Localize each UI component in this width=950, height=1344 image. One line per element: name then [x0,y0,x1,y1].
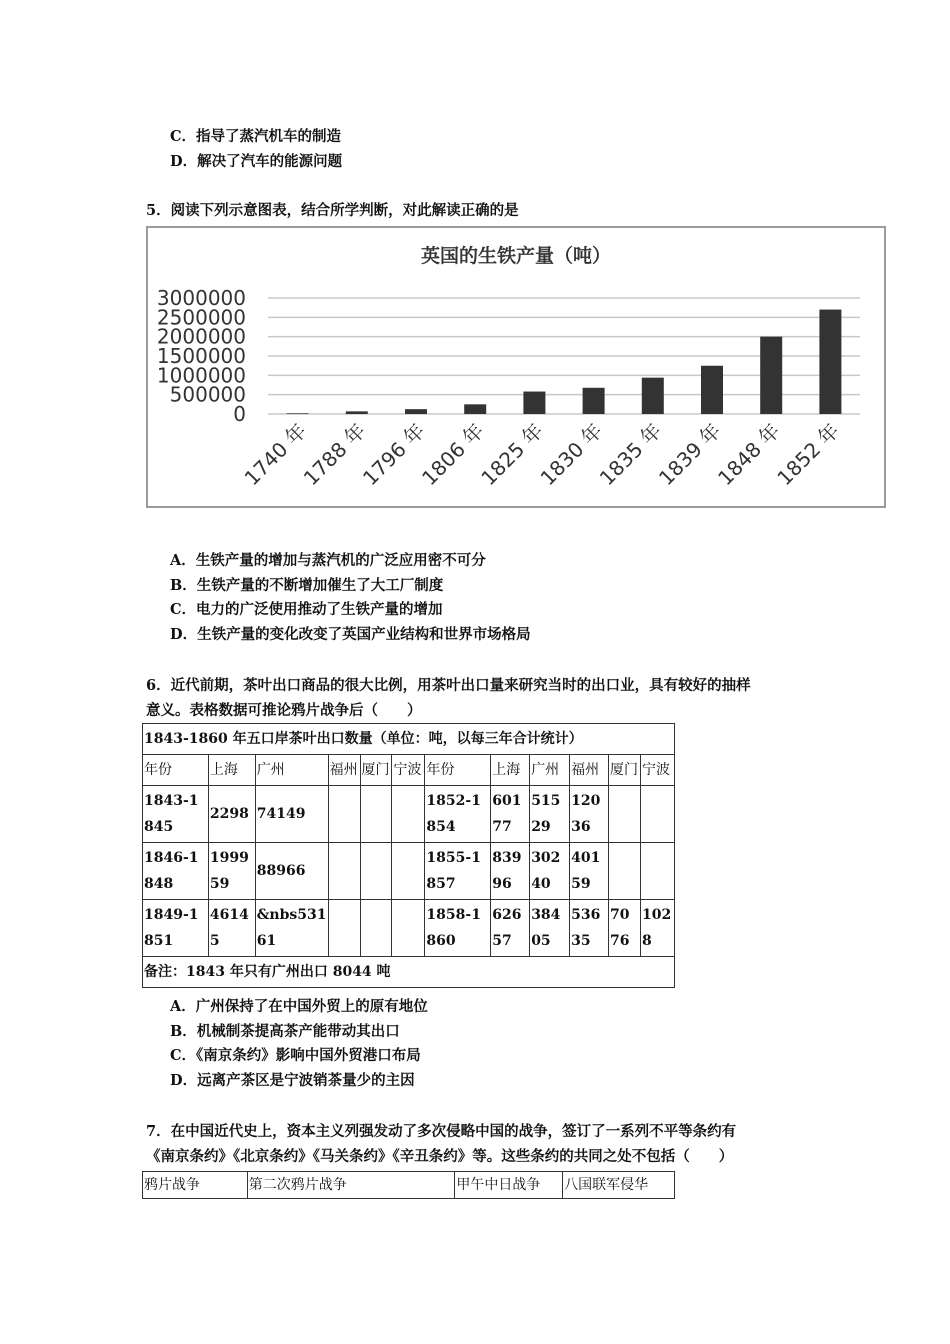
table-cell [360,900,392,957]
y-tick-label: 500000 [169,382,246,407]
x-tick-label: 1848 年 [713,418,785,491]
x-tick-label: 1825 年 [476,418,548,491]
table-cell [640,843,674,900]
table-cell: 鸦片战争 [143,1172,248,1199]
q4-option-d: D．解决了汽车的能源问题 [170,153,343,170]
chart-y-ticks [157,286,246,426]
chart-bar [346,411,368,414]
x-tick-label: 1740 年 [239,418,312,491]
q6-stem-line2: 意义。表格数据可推论鸦片战争后（ ） [146,702,422,719]
chart-bar [405,409,427,414]
x-tick-label: 1835 年 [594,418,667,491]
table-cell: 1855-1857 [425,843,491,900]
table-cell: 八国联军侵华 [563,1172,675,1199]
table-row [143,1172,675,1199]
table-cell: 7076 [609,900,641,957]
chart-bar [642,378,664,414]
table-cell [328,843,360,900]
table-cell: 30240 [530,843,570,900]
table-cell: 第二次鸦片战争 [247,1172,455,1199]
header-shanghai: 上海 [208,755,255,786]
header-xiamen: 厦门 [360,755,392,786]
table-cell [360,786,392,843]
table-row [143,786,675,843]
q7-stem-line1: 7．在中国近代史上，资本主义列强发动了多次侵略中国的战争，签订了一系列不平等条约有 [146,1123,737,1140]
y-tick-label: 1500000 [156,344,246,368]
q5-option-c: C．电力的广泛使用推动了生铁产量的增加 [170,601,443,618]
chart-bar [287,413,309,414]
table-row [143,900,675,957]
table-cell: 甲午中日战争 [455,1172,563,1199]
q5-option-d: D．生铁产量的变化改变了英国产业结构和世界市场格局 [170,626,531,643]
q6-option-c: C．《南京条约》影响中国外贸港口布局 [170,1047,421,1064]
header-guangzhou: 广州 [255,755,328,786]
table-cell [328,786,360,843]
table-cell [360,843,392,900]
y-tick-label: 1000000 [156,363,246,388]
q5-stem: 5．阅读下列示意图表，结合所学判断，对此解读正确的是 [146,202,519,219]
q4-option-c: C．指导了蒸汽机车的制造 [170,128,342,145]
q6-option-a: A．广州保持了在中国外贸上的原有地位 [170,998,428,1015]
tea-export-table [142,723,675,988]
q7-stem-line2: 《南京条约》《北京条约》《马关条约》《辛丑条约》等。这些条约的共同之处不包括（ ） [146,1148,734,1165]
table-cell: 1858-1860 [425,900,491,957]
q6-option-b: B．机械制茶提高茶产能带动其出口 [170,1023,400,1040]
header-fuzhou: 福州 [328,755,360,786]
y-tick-label: 0 [233,402,246,426]
chart-bar [819,310,841,414]
table-cell [392,786,425,843]
table-cell: 60177 [491,786,530,843]
chart-bar [760,337,782,414]
table-cell: 1846-1848 [143,843,209,900]
table-cell: 1849-1851 [143,900,209,957]
x-tick-label: 1852 年 [772,418,844,491]
x-tick-label: 1806 年 [417,418,489,491]
table-cell: 53635 [570,900,609,957]
tea-table-note: 备注：1843 年只有广州出口 8044 吨 [143,957,675,988]
table-cell: &nbs53161 [255,900,328,957]
table-cell: 74149 [255,786,328,843]
chart-bar [583,388,605,414]
q6-stem-line1: 6．近代前期，茶叶出口商品的很大比例，用茶叶出口量来研究当时的出口业，具有较好的抽样 [146,677,751,694]
q5-option-a: A．生铁产量的增加与蒸汽机的广泛应用密不可分 [170,552,486,569]
header-year: 年份 [143,755,209,786]
chart-bar [701,366,723,414]
y-tick-label: 2500000 [156,305,246,330]
table-cell: 38405 [530,900,570,957]
table-cell: 46145 [208,900,255,957]
y-tick-label: 2000000 [156,324,246,349]
table-cell [640,786,674,843]
table-cell: 1852-1854 [425,786,491,843]
iron-output-chart [146,226,886,508]
table-row [143,843,675,900]
header-ningbo-2: 宁波 [640,755,674,786]
table-cell: 62657 [491,900,530,957]
y-tick-label: 3000000 [156,286,246,310]
x-tick-label: 1839 年 [653,418,726,491]
tea-table-header-row [143,755,675,786]
q5-option-b: B．生铁产量的不断增加催生了大工厂制度 [170,577,444,594]
chart-svg [148,228,884,506]
table-cell [609,843,641,900]
chart-title: 英国的生铁产量（吨） [420,245,612,267]
wars-table [142,1171,675,1199]
table-cell [328,900,360,957]
table-cell [609,786,641,843]
header-xiamen-2: 厦门 [609,755,641,786]
header-fuzhou-2: 福州 [570,755,609,786]
table-cell [392,900,425,957]
header-ningbo: 宁波 [392,755,425,786]
chart-bar [523,392,545,414]
table-cell: 2298 [208,786,255,843]
header-shanghai-2: 上海 [491,755,530,786]
x-tick-label: 1796 年 [357,418,430,491]
table-cell: 40159 [570,843,609,900]
q6-option-d: D．远离产茶区是宁波销茶量少的主因 [170,1072,415,1089]
x-tick-label: 1830 年 [535,418,608,491]
chart-bars [287,310,842,414]
table-cell [392,843,425,900]
x-tick-label: 1788 年 [298,418,371,491]
table-cell: 51529 [530,786,570,843]
chart-bar [464,404,486,414]
table-cell: 1028 [640,900,674,957]
table-cell: 88966 [255,843,328,900]
table-cell: 83996 [491,843,530,900]
header-guangzhou-2: 广州 [530,755,570,786]
chart-x-ticks [240,419,844,491]
table-cell: 199959 [208,843,255,900]
table-cell: 1843-1845 [143,786,209,843]
tea-table-title: 1843-1860 年五口岸茶叶出口数量（单位：吨，以每三年合计统计） [143,724,675,755]
table-cell: 12036 [570,786,609,843]
header-year-2: 年份 [425,755,491,786]
